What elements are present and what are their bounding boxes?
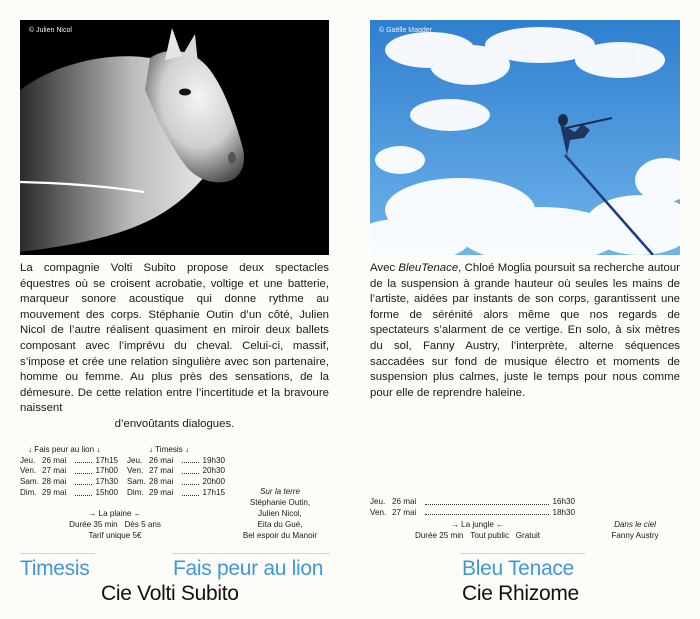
sky-suspension-photo bbox=[370, 20, 680, 255]
schedule-row: Jeu. 26 mai 16h30 bbox=[370, 497, 575, 506]
price: Tarif unique 5€ bbox=[88, 531, 142, 540]
schedule-header: ↓ Fais peur au lion ↓ bbox=[28, 445, 101, 454]
company-volti-subito: Cie Volti Subito bbox=[101, 582, 239, 605]
schedule-row: Dim. 29 mai 15h00 bbox=[20, 487, 118, 497]
company-rhizome: Cie Rhizome bbox=[462, 582, 579, 605]
schedule-fais-peur-au-lion bbox=[20, 445, 118, 499]
duration: Durée 25 min bbox=[414, 531, 464, 540]
horse-photo bbox=[20, 20, 329, 255]
credits-heading: Dans le ciel bbox=[614, 520, 656, 529]
schedule-row: Jeu. 26 mai 17h15 bbox=[20, 455, 118, 465]
rhizome-description bbox=[370, 261, 680, 401]
price: Gratuit bbox=[515, 531, 541, 540]
title-bleu-tenace: Bleu Tenace bbox=[462, 557, 574, 580]
credit-line: Bel espoir du Manoir bbox=[242, 531, 318, 540]
schedule-row: Ven. 27 mai 20h30 bbox=[127, 466, 225, 476]
credit-line: Julien Nicol, bbox=[258, 509, 302, 518]
divider bbox=[172, 553, 330, 554]
rhizome-credits bbox=[590, 519, 680, 541]
credits-heading: Sur la terre bbox=[259, 487, 301, 496]
photo-credit: © Julien Nicol bbox=[29, 27, 72, 34]
audience: Tout public bbox=[470, 531, 509, 540]
description-prefix: Avec bbox=[370, 262, 399, 274]
schedule-row: Jeu. 26 mai 19h30 bbox=[127, 455, 225, 465]
sky-illustration bbox=[370, 20, 680, 255]
show-name: BleuTenace bbox=[398, 262, 459, 274]
divider bbox=[460, 553, 585, 554]
rhizome-info bbox=[390, 519, 565, 541]
volti-credits bbox=[230, 486, 330, 541]
credit-line: Stéphanie Outin, bbox=[249, 498, 311, 507]
photo-credit: © Gaëlle Magder bbox=[379, 27, 433, 34]
volti-subito-description bbox=[20, 261, 329, 433]
horse-illustration bbox=[20, 20, 329, 255]
credit-line: Eita du Gué, bbox=[257, 520, 303, 529]
venue: → La plaine ← bbox=[88, 509, 142, 518]
schedule-row: Ven. 27 mai 18h30 bbox=[370, 507, 575, 517]
age: Dès 5 ans bbox=[124, 520, 161, 529]
schedule-bleu-tenace bbox=[370, 497, 575, 518]
divider bbox=[20, 553, 95, 554]
description-body: La compagnie Volti Subito propose deux spectacles équestres où se croisent acrobatie, voltige et une batterie, marqueur sonore acoustique qui donne rythme au mouvement des corps. Stéphanie Outin d’un côté, Julien Nicol de l’autre réalisent quasiment en miroir deux ballets composant avec l’imprévu du cheval. Celui-ci, massif, s’impose et crée une relation singulière avec son partenaire, homme ou femme. Au plus près des sensations, de la démesure. De cette relation entre l’incertitude et la bravoure naissent bbox=[20, 262, 329, 415]
description-body: , Chloé Moglia poursuit sa recherche autour de la suspension à grande hauteur où seules les mains de l’artiste, aidées par instants de son corps, garantissent une forme de sérénité alors même que nos regards de spectateurs s’alarment de ce vertige. En solo, à six mètres du sol, Fanny Austry, l’interprète, alterne séquences saccadées sur fond de musique électro et moments de suspension plus calmes, juste le temps pour nous comme pour elle de reprendre haleine. bbox=[370, 262, 680, 399]
schedule-timesis bbox=[127, 445, 225, 499]
schedule-row: Sam. 28 mai 20h00 bbox=[127, 477, 225, 487]
schedule-row: Dim. 29 mai 17h15 bbox=[127, 487, 225, 497]
schedule-row: Sam. 28 mai 17h30 bbox=[20, 477, 118, 487]
description-last-line: d’envoûtants dialogues. bbox=[114, 417, 235, 430]
title-timesis: Timesis bbox=[20, 557, 90, 580]
schedule-header: ↓ Timesis ↓ bbox=[149, 445, 190, 454]
venue: → La jungle ← bbox=[450, 520, 505, 529]
schedule-row: Ven. 27 mai 17h00 bbox=[20, 466, 118, 476]
duration: Durée 35 min bbox=[69, 520, 118, 529]
title-fais-peur-au-lion: Fais peur au lion bbox=[173, 557, 324, 580]
volti-info bbox=[40, 508, 190, 541]
credit-line: Fanny Austry bbox=[611, 531, 659, 540]
